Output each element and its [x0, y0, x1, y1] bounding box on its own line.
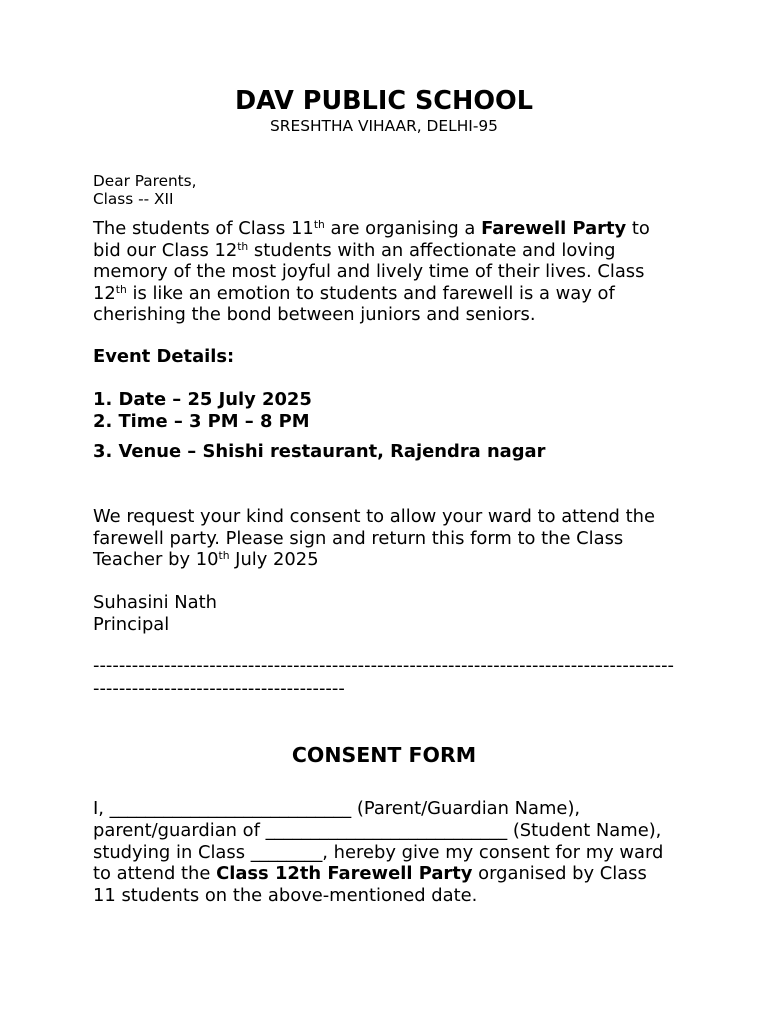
paragraph-line: [93, 798, 663, 820]
paragraph-text: We request your kind consent to allow your ward to attend the: [93, 506, 655, 527]
paragraph-line: [93, 885, 663, 907]
paragraph-line: [93, 528, 655, 550]
event-details-heading: Event Details:: [93, 346, 235, 367]
paragraph-text: is like an emotion to students and farewell is a way of: [126, 282, 615, 304]
paragraph-text: I, ___________________________ (Parent/Guardian Name),: [93, 798, 581, 819]
paragraph-text: 11 students on the above-mentioned date.: [93, 885, 478, 906]
ordinal-suffix: th: [218, 549, 230, 563]
paragraph-line: [93, 304, 650, 326]
paragraph-line: [93, 261, 650, 283]
paragraph-text: bid our Class 12: [93, 239, 238, 261]
paragraph-line: [93, 506, 655, 528]
paragraph-text: Teacher by 10: [93, 549, 219, 570]
paragraph-text: The students of Class 11: [93, 218, 314, 239]
paragraph-text: cherishing the bond between juniors and seniors.: [93, 304, 536, 325]
consent-form-heading: CONSENT FORM: [291, 743, 477, 767]
paragraph-line: [93, 863, 663, 885]
paragraph-line: [93, 549, 655, 571]
paragraph-text: organised by Class: [472, 863, 647, 885]
paragraph-line: [93, 842, 663, 864]
paragraph-text: farewell party. Please sign and return this form to the Class: [93, 527, 624, 549]
class-line: Class -- XII: [93, 190, 174, 208]
salutation-block: [93, 172, 197, 208]
paragraph-line: [93, 283, 650, 305]
principal-designation: Principal: [93, 613, 170, 635]
consent-paragraph: [93, 798, 663, 907]
greeting-text: Dear Parents,: [93, 172, 197, 190]
cut-line-separator: [93, 654, 674, 700]
school-address: SRESHTHA VIHAAR, DELHI-95: [270, 117, 498, 135]
intro-paragraph: [93, 218, 650, 326]
paragraph-line: [93, 820, 663, 842]
event-item-date: 1. Date – 25 July 2025: [93, 389, 312, 410]
separator-line: ------------------------------------------------------------------------------------------: [93, 655, 675, 676]
event-details-list: [93, 389, 312, 432]
principal-name: Suhasini Nath: [93, 592, 217, 613]
paragraph-text: July 2025: [229, 549, 319, 570]
paragraph-text: memory of the most joyful and lively time of their lives. Class: [93, 261, 645, 282]
paragraph-line: [93, 218, 650, 240]
emphasis-text: Class 12th Farewell Party: [216, 863, 473, 885]
request-paragraph: [93, 506, 655, 571]
paragraph-text: studying in Class ________, hereby give my consent for my ward: [93, 841, 664, 863]
emphasis-text: Farewell Party: [481, 218, 627, 239]
ordinal-suffix: th: [115, 282, 127, 296]
paragraph-text: to: [626, 218, 650, 239]
event-item-venue: 3. Venue – Shishi restaurant, Rajendra nagar: [93, 441, 546, 462]
school-name: DAV PUBLIC SCHOOL: [235, 86, 533, 116]
signature-block: [93, 592, 217, 635]
paragraph-text: 12: [93, 282, 116, 304]
event-item-time: 2. Time – 3 PM – 8 PM: [93, 410, 310, 432]
paragraph-text: to attend the: [93, 863, 217, 885]
separator-line: ---------------------------------------: [93, 678, 345, 699]
paragraph-text: are organising a: [324, 218, 482, 239]
paragraph-line: [93, 240, 650, 262]
paragraph-text: students with an affectionate and loving: [248, 239, 616, 261]
ordinal-suffix: th: [313, 218, 325, 232]
paragraph-text: parent/guardian of ___________________________ (Student Name),: [93, 819, 662, 841]
ordinal-suffix: th: [237, 239, 249, 253]
